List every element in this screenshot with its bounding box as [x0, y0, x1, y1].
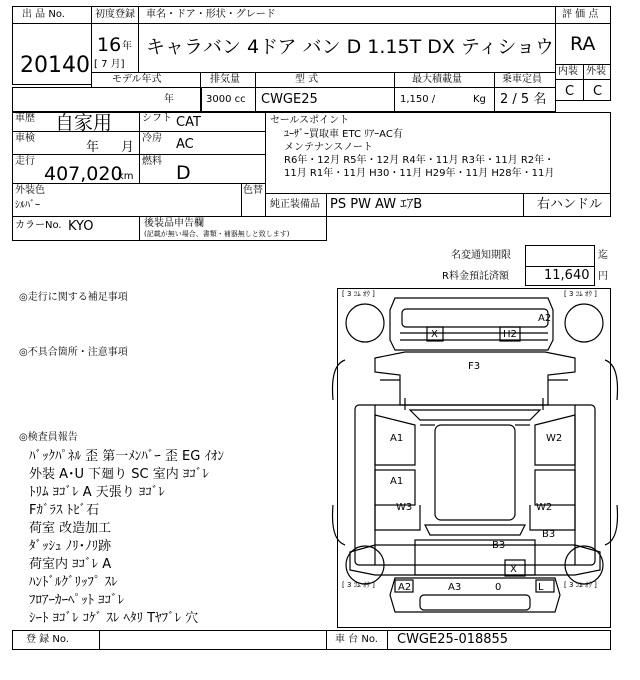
- title-change-unit: 迄: [598, 250, 608, 261]
- first-reg-label: 初度登録: [95, 9, 135, 20]
- chassis-no: CWGE25-018855: [397, 632, 509, 647]
- mark-f3: F3: [468, 361, 481, 372]
- mileage-unit: km: [118, 171, 134, 182]
- inspector-line: ﾌﾛｱｰｶｰﾍﾟｯﾄ ﾖｺﾞﾚ: [29, 593, 125, 608]
- inspector-line: ﾄﾘﾑ ﾖｺﾞﾚ A 天張り ﾖｺﾞﾚ: [29, 485, 165, 500]
- mark-a1-left: A1: [390, 433, 404, 444]
- first-reg-month: [ 7 月]: [94, 59, 125, 70]
- inspector-line: ｼｰﾄ ﾖｺﾞﾚ ｺｹﾞ ｽﾚ ﾍﾀﾘ Tﾔﾌﾞﾚ 穴: [29, 611, 199, 626]
- history: 自家用: [55, 112, 113, 134]
- sales-point-line: ﾕｰｻﾞｰ買取車 ETC ﾘｱｰAC有: [284, 129, 403, 140]
- color-change-label: 色替: [243, 185, 263, 196]
- chassis-label: 車 台 No.: [335, 634, 378, 645]
- inspector-line: 荷室内 ﾖｺﾞﾚ A: [29, 557, 112, 572]
- shift-label: シフト: [142, 113, 172, 124]
- mileage: 407,020: [44, 163, 123, 185]
- car-name-label: 車名・ドア・形状・グレード: [146, 9, 276, 20]
- color-no-label: カラーNo.: [15, 220, 62, 231]
- model-year-label: モデル年式: [112, 74, 162, 85]
- mark-l-bottom: L: [538, 582, 544, 593]
- color-no: KYO: [68, 219, 94, 234]
- car-name: キャラバン 4ドア バン D 1.15T DX ティショウ: [146, 36, 555, 58]
- model-year-unit: 年: [164, 94, 174, 105]
- inspector-line: ﾊﾝﾄﾞﾙｸﾞﾘｯﾌﾟ ｽﾚ: [29, 575, 118, 590]
- inspector-line: 外装 A･U 下廻り SC 室内 ﾖｺﾞﾚ: [29, 467, 209, 482]
- inspection-year: 年: [86, 140, 100, 155]
- mark-a1-left2: A1: [390, 476, 404, 487]
- mark-zero-bottom: 0: [495, 582, 502, 593]
- aftermarket-note: (記載が無い場合、書類・補器無しと致します): [144, 230, 290, 238]
- capacity-label: 乗車定員: [502, 74, 542, 85]
- exterior-label: 外装: [586, 66, 606, 77]
- mark-w2-right2: W2: [536, 502, 553, 513]
- inspection-month: 月: [121, 140, 135, 155]
- mark-a2-bottom: A2: [398, 582, 412, 593]
- mileage-label: 走行: [15, 156, 35, 167]
- interior-label: 内装: [558, 66, 578, 77]
- reg-no-cell: [99, 630, 327, 650]
- fuel: D: [176, 162, 191, 184]
- inspector-line: Fｶﾞﾗｽ ﾄﾋﾞ石: [29, 503, 100, 518]
- sales-points-label: セールスポイント: [270, 115, 350, 126]
- inspector-label: ◎検査員報告: [19, 432, 78, 443]
- defect-label: ◎不具合箇所・注意事項: [19, 347, 128, 358]
- history-label: 車歴: [15, 113, 35, 124]
- mark-b3-right: B3: [542, 529, 556, 540]
- corner-br: [ 3 ｺﾑ ｵｳ ]: [564, 581, 597, 589]
- type-label: 型 式: [295, 74, 319, 85]
- mark-x-top: X: [431, 329, 438, 340]
- mark-x-bottom: X: [510, 564, 517, 575]
- ac: AC: [176, 137, 194, 152]
- eval-score: RA: [570, 33, 596, 55]
- mark-h2: H2: [503, 329, 517, 340]
- sales-point-line: メンテナンスノート: [284, 142, 373, 153]
- displacement-label: 排気量: [210, 74, 240, 85]
- corner-tl: [ 3 ｺﾑ ｵｳ ]: [342, 290, 375, 298]
- first-reg-year: 16: [97, 34, 122, 56]
- ac-label: 冷房: [142, 133, 162, 144]
- sales-point-line: 11月 R1年・11月 H30・11月 H29年・11月 H28年・11月: [284, 168, 555, 179]
- mark-a2-top: A2: [538, 313, 552, 324]
- supplement-label: ◎走行に関する補足事項: [19, 292, 128, 303]
- recycle-label: R料金預託済額: [442, 271, 509, 282]
- aftermarket-label: 後装品申告欄: [144, 218, 204, 229]
- inspector-line: ﾊﾞｯｸﾊﾟﾈﾙ 歪 第一ﾒﾝﾊﾞｰ 歪 EG ｲｵﾝ: [29, 449, 224, 464]
- equipment-label: 純正装備品: [270, 199, 320, 210]
- title-change-label: 名変通知期限: [451, 250, 511, 261]
- mark-a3-bottom: A3: [448, 582, 462, 593]
- type: CWGE25: [261, 92, 318, 107]
- eval-label: 評 価 点: [562, 9, 599, 20]
- inspector-line: ﾀﾞｯｼｭ ﾉﾘ･ﾉﾘ跡: [29, 539, 112, 554]
- max-load-label: 最大積載量: [412, 74, 462, 85]
- color: ｼﾙﾊﾞｰ: [15, 200, 40, 211]
- recycle-unit: 円: [598, 271, 608, 282]
- displacement: 3000 cc: [206, 94, 246, 105]
- equipment: PS PW AW ｴｱB: [330, 197, 423, 212]
- max-load: 1,150 /: [400, 94, 436, 105]
- lot-no: 20140: [20, 53, 90, 78]
- handle: 右ハンドル: [537, 197, 603, 212]
- corner-bl: [ 3 ｺﾑ ｵｳ ]: [342, 581, 375, 589]
- color-label: 外装色: [15, 185, 45, 196]
- corner-tr: [ 3 ｺﾑ ｵｳ ]: [564, 290, 597, 298]
- mark-b3-bottom: B3: [492, 540, 506, 551]
- reg-no-label: 登 録 No.: [26, 634, 69, 645]
- lot-no-label: 出 品 No.: [22, 9, 65, 20]
- mark-w3: W3: [396, 502, 413, 513]
- first-reg-year-unit: 年: [122, 41, 132, 52]
- fuel-label: 燃料: [142, 156, 162, 167]
- shift: CAT: [176, 115, 201, 130]
- exterior-score: C: [593, 84, 603, 99]
- sales-point-line: R6年・12月 R5年・12月 R4年・11月 R3年・11月 R2年・: [284, 155, 555, 166]
- mark-w2-right: W2: [546, 433, 563, 444]
- recycle-value: 11,640: [544, 268, 590, 283]
- interior-score: C: [565, 84, 575, 99]
- inspector-line: 荷室 改造加工: [29, 521, 112, 536]
- inspection-label: 車検: [15, 133, 35, 144]
- max-load-unit: Kg: [473, 94, 486, 105]
- capacity: 2 / 5 名: [500, 92, 547, 107]
